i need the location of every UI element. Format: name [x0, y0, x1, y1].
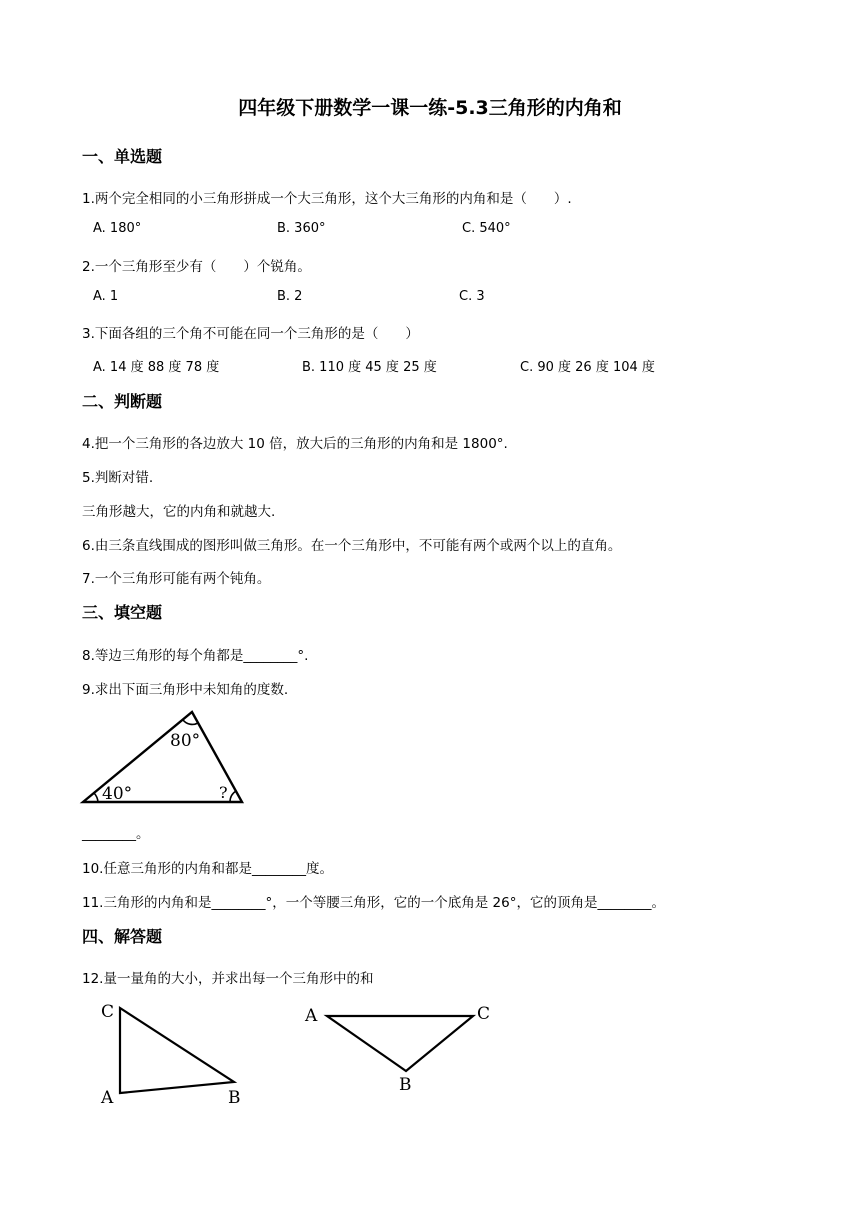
question-12-inverted-triangle [300, 998, 500, 1098]
question-9-answer-blank: ________。 [82, 826, 150, 842]
question-9: 9.求出下面三角形中未知角的度数. [82, 682, 289, 698]
page-title: 四年级下册数学一课一练-5.3三角形的内角和 [238, 97, 622, 119]
question-7: 7.一个三角形可能有两个钝角。 [82, 571, 271, 587]
section-heading-fill-blank: 三、填空题 [82, 603, 163, 622]
question-2-option-b: B. 2 [277, 289, 303, 304]
question-1: 1.两个完全相同的小三角形拼成一个大三角形，这个大三角形的内角和是（ ）. [82, 191, 572, 207]
section-heading-single-choice: 一、单选题 [82, 147, 163, 166]
question-11: 11.三角形的内角和是________°，一个等腰三角形，它的一个底角是 26°，它的顶角是________。 [82, 895, 665, 911]
question-3-option-a: A. 14 度 88 度 78 度 [93, 360, 220, 375]
section-heading-solve: 四、解答题 [82, 927, 163, 946]
question-4: 4.把一个三角形的各边放大 10 倍，放大后的三角形的内角和是 1800°. [82, 436, 508, 452]
vertex-b-label: B [228, 1088, 241, 1108]
vertex-a-label: A [101, 1088, 114, 1108]
question-6: 6.由三条直线围成的图形叫做三角形。在一个三角形中，不可能有两个或两个以上的直角。 [82, 538, 622, 554]
question-12-right-triangle [96, 996, 256, 1112]
vertex-a-label: A [305, 1006, 318, 1026]
top-angle-label: 80° [170, 731, 201, 751]
inverted-triangle-outline [327, 1016, 473, 1071]
right-angle-arc [230, 791, 236, 802]
right-triangle-outline [120, 1008, 234, 1093]
question-3-option-c: C. 90 度 26 度 104 度 [520, 360, 655, 375]
question-8: 8.等边三角形的每个角都是________°. [82, 648, 309, 664]
question-1-option-a: A. 180° [93, 221, 142, 236]
left-angle-arc [94, 793, 98, 802]
vertex-c-label: C [101, 1002, 115, 1022]
left-angle-label: 40° [102, 784, 133, 804]
question-2: 2.一个三角形至少有（ ）个锐角。 [82, 259, 311, 275]
question-1-option-c: C. 540° [462, 221, 511, 236]
question-9-triangle-figure [78, 706, 250, 808]
question-5-statement: 三角形越大，它的内角和就越大. [82, 504, 276, 520]
question-2-option-a: A. 1 [93, 289, 119, 304]
question-1-option-b: B. 360° [277, 221, 326, 236]
question-10: 10.任意三角形的内角和都是________度。 [82, 861, 333, 877]
question-12: 12.量一量角的大小，并求出每一个三角形中的和 [82, 971, 374, 987]
section-heading-true-false: 二、判断题 [82, 392, 163, 411]
question-5: 5.判断对错. [82, 470, 154, 486]
question-3: 3.下面各组的三个角不可能在同一个三角形的是（ ） [82, 326, 419, 342]
vertex-c-label: C [477, 1004, 491, 1024]
right-angle-label: ? [219, 783, 228, 802]
question-3-option-b: B. 110 度 45 度 25 度 [302, 360, 437, 375]
vertex-b-label: B [399, 1075, 412, 1095]
question-2-option-c: C. 3 [459, 289, 485, 304]
